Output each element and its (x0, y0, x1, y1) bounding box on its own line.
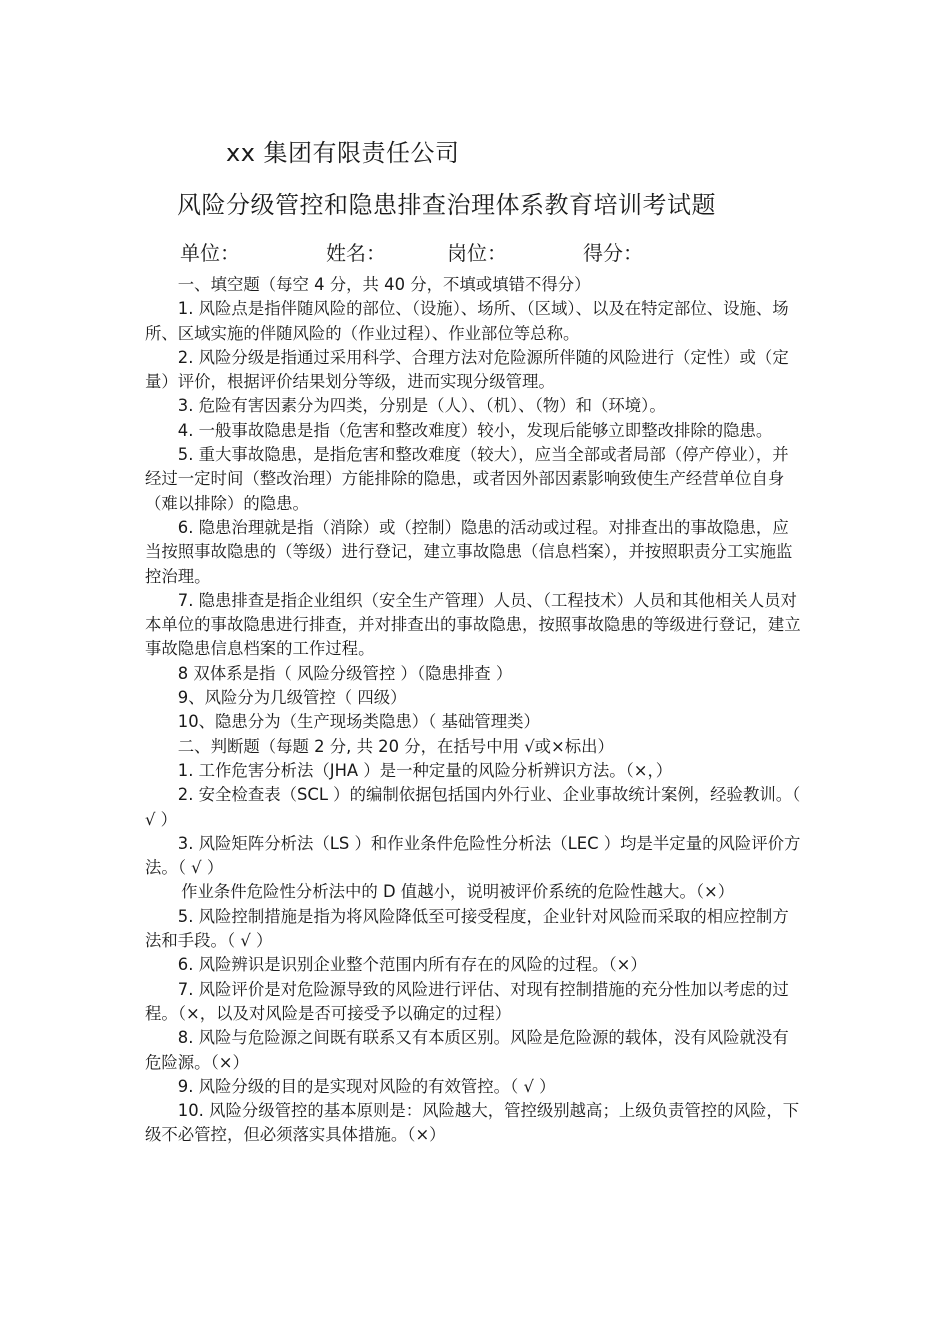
section-heading-true-false: 二、判断题（每题 2 分, 共 20 分，在括号中用 √或×标出） (177, 736, 614, 756)
true-false-item-3: 3. 风险矩阵分析法（LS ）和作业条件危险性分析法（LEC ）均是半定量的风险评价方法。（ √ ） (145, 833, 801, 878)
true-false-item-5: 5. 风险控制措施是指为将风险降低至可接受程度，企业针对风险而采取的相应控制方法和手段。（ √ ） (145, 906, 789, 951)
fill-blank-item-7: 7. 隐患排查是指企业组织（安全生产管理）人员、（工程技术）人员和其他相关人员对本单位的事故隐患进行排查，并对排查出的事故隐患，按照事故隐患的等级进行登记，建立事故隐患信息档案的工作过程。 (145, 590, 801, 659)
true-false-item-9: 9. 风险分级的目的是实现对风险的有效管控。（ √ ） (177, 1076, 556, 1096)
true-false-item-6: 6. 风险辨识是识别企业整个范围内所有存在的风险的过程。（×） (177, 955, 647, 975)
field-name-label: 姓名： (326, 241, 386, 265)
field-position-label: 岗位： (447, 241, 507, 265)
true-false-item-1: 1. 工作危害分析法（JHA ）是一种定量的风险分析辨识方法。（×，） (177, 760, 673, 780)
fill-blank-item-2: 2. 风险分级是指通过采用科学、合理方法对危险源所伴随的风险进行（定性）或（定量）评价，根据评价结果划分等级，进而实现分级管理。 (145, 347, 789, 392)
exam-body (145, 273, 805, 1148)
fill-blank-item-6: 6. 隐患治理就是指（消除）或（控制）隐患的活动或过程。对排查出的事故隐患，应当按照事故隐患的（等级）进行登记，建立事故隐患（信息档案），并按照职责分工实施监控治理。 (145, 517, 793, 586)
fill-blank-item-3: 3. 危险有害因素分为四类，分别是（人）、（机）、（物）和（环境）。 (177, 396, 666, 416)
section-heading-fill-blank: 一、填空题（每空 4 分，共 40 分，不填或填错不得分） (177, 275, 591, 294)
field-score-label: 得分： (583, 241, 643, 265)
field-unit-label: 单位： (180, 241, 240, 265)
true-false-item-7: 7. 风险评价是对危险源导致的风险进行评估、对现有控制措施的充分性加以考虑的过程。（×，以及对风险是否可接受予以确定的过程） (145, 979, 789, 1023)
true-false-item-4: 作业条件危险性分析法中的 D 值越小，说明被评价系统的危险性越大。（×） (181, 882, 735, 902)
fill-blank-item-4: 4. 一般事故隐患是指（危害和整改难度）较小，发现后能够立即整改排除的隐患。 (177, 420, 773, 440)
fill-blank-item-8: 8 双体系是指（ 风险分级管控 ）（隐患排查 ） (177, 663, 513, 683)
true-false-item-2: 2. 安全检查表（SCL ）的编制依据包括国内外行业、企业事故统计案例，经验教训。（ √ ） (145, 785, 801, 829)
company-name: xx 集团有限责任公司 (226, 139, 460, 167)
fill-blank-item-5: 5. 重大事故隐患，是指危害和整改难度（较大），应当全部或者局部（停产停业），并经过一定时间（整改治理）方能排除的隐患，或者因外部因素影响致使生产经营单位自身（难以排除）的隐患。 (145, 445, 789, 513)
fill-blank-item-9: 9、风险分为几级管控（ 四级） (177, 688, 407, 708)
info-fields-row (0, 237, 950, 267)
exam-title: 风险分级管控和隐患排查治理体系教育培训考试题 (177, 191, 716, 219)
fill-blank-item-10: 10、隐患分为（生产现场类隐患）（ 基础管理类） (177, 712, 540, 732)
true-false-item-8: 8. 风险与危险源之间既有联系又有本质区别。风险是危险源的载体，没有风险就没有危险源。（×） (145, 1028, 789, 1072)
fill-blank-item-1: 1. 风险点是指伴随风险的部位、（设施）、场所、（区域）、以及在特定部位、设施、场所、区域实施的伴随风险的（作业过程）、作业部位等总称。 (145, 299, 789, 343)
true-false-item-10: 10. 风险分级管控的基本原则是：风险越大，管控级别越高；上级负责管控的风险，下级不必管控，但必须落实具体措施。（×） (145, 1101, 800, 1145)
